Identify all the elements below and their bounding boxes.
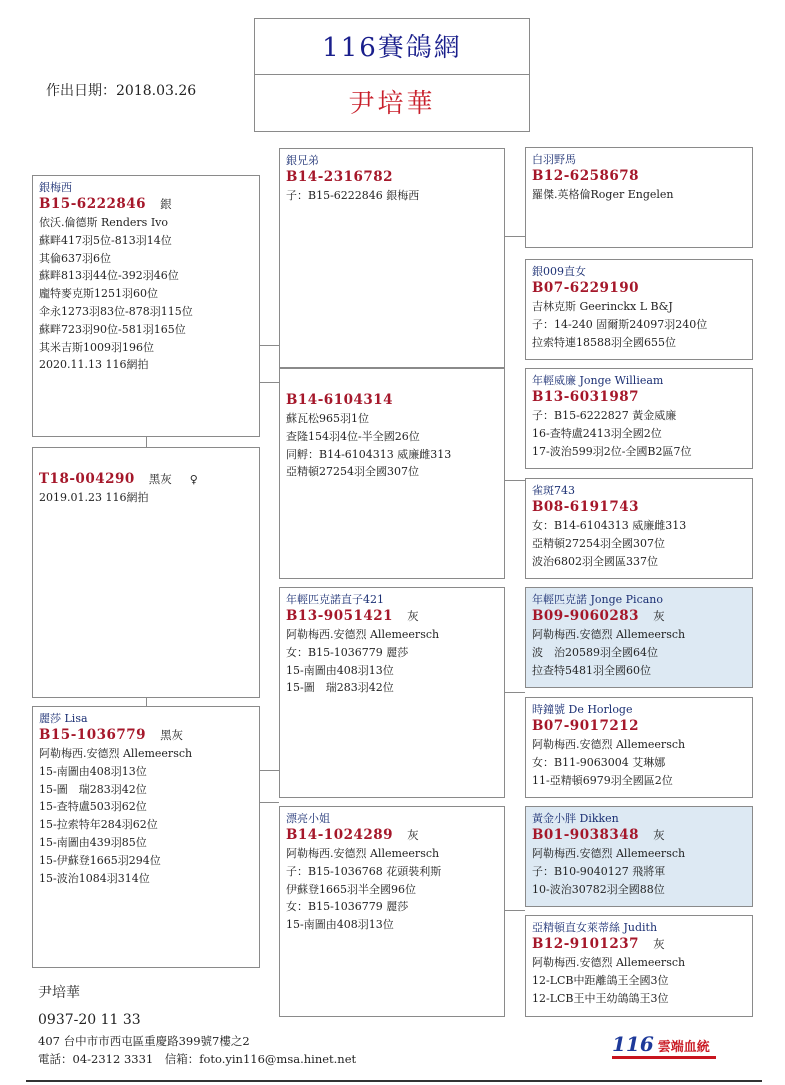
owner-title: 尹培華 (348, 89, 436, 119)
ring-number: B14-2316782 (286, 169, 394, 185)
pedigree-line: 阿勒梅西.安德烈 Allemeersch (532, 738, 686, 751)
pedigree-line: 女：B14-6104313 威廉雌313 (532, 519, 687, 532)
sire-sire-box (279, 148, 505, 368)
pedigree-line: 子：B15-6222846 銀梅西 (286, 189, 420, 202)
ring-number: T18-004290 黑灰 ♀ (39, 471, 199, 487)
sss-box (525, 147, 753, 248)
pedigree-line: 15-圖 瑞283羽42位 (39, 782, 147, 796)
pedigree-line: 15-南圖由408羽13位 (39, 764, 147, 778)
connector-line (259, 802, 279, 803)
bird-name: 白羽野馬 (532, 153, 576, 166)
pedigree-line: 女：B15-1036779 麗莎 (286, 645, 409, 659)
owner-address: 407 台中市市西屯區重慶路399號7樓之2 (38, 1034, 250, 1048)
ring-number: B12-6258678 (532, 168, 640, 184)
owner-name: 尹培華 (38, 985, 80, 1001)
ring-number: B14-6104314 (286, 392, 394, 408)
pedigree-line: 蘇畔723羽90位-581羽165位 (39, 322, 186, 336)
pedigree-line: 羅傑.英格倫Roger Engelen (532, 188, 674, 201)
bird-name: 雀斑743 (532, 484, 575, 497)
ring-number: B14-1024289 灰 (286, 827, 419, 843)
pedigree-line: 15-南圖由439羽85位 (39, 835, 147, 849)
pedigree-line: 子：B10-9040127 飛將軍 (532, 864, 666, 878)
connector-line (146, 437, 147, 447)
pedigree-line: 2020.11.13 116網拍 (39, 358, 149, 372)
pedigree-line: 12-LCB中距離鴿王全國3位 (532, 973, 669, 987)
bird-name: 銀009直女 (532, 265, 586, 278)
pedigree-line: 蘇畔813羽44位-392羽46位 (39, 269, 179, 283)
ring-number: B12-9101237 灰 (532, 936, 665, 952)
ssd-box (525, 259, 753, 360)
dds-box (525, 806, 753, 907)
pedigree-line: 女：B11-9063004 艾琳娜 (532, 755, 666, 769)
pedigree-line: 同孵：B14-6104313 威廉雌313 (286, 447, 452, 461)
ring-number: B13-9051421 灰 (286, 608, 419, 624)
pedigree-line: 龐特麥克斯1251羽60位 (39, 287, 158, 301)
bird-color: 灰 (407, 609, 419, 623)
logo-number: 116 (612, 1032, 654, 1056)
title-box (254, 18, 530, 132)
pedigree-line: 子：14-240 固爾斯24097羽240位 (532, 317, 708, 331)
pedigree-line: 15-圖 瑞283羽42位 (286, 681, 394, 695)
ring-number: B08-6191743 (532, 499, 640, 515)
pedigree-line: 其倫637羽6位 (39, 251, 111, 265)
connector-line (504, 480, 525, 481)
connector-line (259, 345, 279, 346)
pedigree-line: 12-LCB王中王幼鴿鴿王3位 (532, 991, 669, 1005)
bird-color: 銀 (160, 197, 172, 211)
bird-name: 時鐘號 De Horloge (532, 703, 633, 716)
subject-box (32, 447, 260, 698)
pedigree-line: 蘇畔417羽5位-813羽14位 (39, 233, 172, 247)
pedigree-line: 波治6802羽全國區337位 (532, 554, 658, 568)
pedigree-line: 15-南圖由408羽13位 (286, 663, 394, 677)
pedigree-line: 亞精頓27254羽全國307位 (286, 465, 419, 479)
bottom-rule (26, 1080, 762, 1082)
pedigree-line: 2019.01.23 116網拍 (39, 491, 149, 504)
bird-name: 銀梅西 (39, 181, 72, 194)
bird-color: 灰 (407, 828, 419, 842)
pedigree-line: 其米吉斯1009羽196位 (39, 340, 154, 354)
bird-color: 灰 (653, 937, 665, 951)
owner-phone: 0937-20 11 33 (38, 1012, 141, 1028)
bird-name: 年輕匹克諾直子421 (286, 593, 384, 606)
pedigree-line: 阿勒梅西.安德烈 Allemeersch (286, 847, 440, 860)
pedigree-line: 依沃.倫德斯 Renders Ivo (39, 216, 169, 229)
pedigree-line: 10-波治30782羽全國88位 (532, 882, 665, 896)
logo-text: 雲端血統 (657, 1040, 710, 1055)
pedigree-line: 阿勒梅西.安德烈 Allemeersch (532, 956, 686, 969)
sds-box (525, 368, 753, 469)
pedigree-line: 16-查特盧2413羽全國2位 (532, 426, 662, 440)
issue-date: 作出日期：2018.03.26 (46, 83, 197, 99)
pedigree-line: 子：B15-6222827 黃金威廉 (532, 409, 677, 422)
bird-name: 漂亮小姐 (286, 812, 330, 825)
dam-box (32, 706, 260, 968)
pedigree-line: 阿勒梅西.安德烈 Allemeersch (532, 628, 686, 641)
bird-name: 年輕威廉 Jonge Willieam (532, 374, 664, 387)
pedigree-line: 拉查特5481羽全國60位 (532, 663, 651, 677)
ring-number: B15-6222846 銀 (39, 196, 172, 212)
ddd-box (525, 915, 753, 1017)
bird-color: 黑灰 (148, 472, 172, 486)
pedigree-line: 子：B15-1036768 花頭裝利斯 (286, 864, 442, 878)
pedigree-line: 阿勒梅西.安德烈 Allemeersch (286, 628, 440, 641)
pedigree-line: 女：B15-1036779 麗莎 (286, 900, 409, 914)
dsd-box (525, 697, 753, 798)
ring-number: B07-6229190 (532, 280, 640, 296)
pedigree-line: 11-亞精頓6979羽全國區2位 (532, 773, 673, 787)
bird-name: 年輕匹克諾 Jonge Picano (532, 593, 664, 606)
pedigree-line: 15-波治1084羽314位 (39, 871, 150, 885)
sire-box (32, 175, 260, 437)
connector-line (504, 692, 525, 693)
pedigree-line: 15-南圖由408羽13位 (286, 918, 394, 932)
ring-number: B15-1036779 黑灰 (39, 727, 184, 743)
bird-name: 黃金小胖 Dikken (532, 812, 619, 825)
female-sex-icon: ♀ (189, 473, 199, 486)
ring-number: B13-6031987 (532, 389, 640, 405)
pedigree-line: 伊蘇登1665羽半全國96位 (286, 882, 416, 896)
pedigree-line: 15-拉索特年284羽62位 (39, 818, 158, 832)
ring-number: B01-9038348 灰 (532, 827, 665, 843)
bird-name: 亞精頓直女萊蒂絲 Judith (532, 921, 658, 934)
pedigree-line: 15-伊蘇登1665羽294位 (39, 853, 161, 867)
connector-line (146, 698, 147, 706)
connector-line (259, 770, 279, 771)
footer (38, 982, 356, 1068)
brand-logo (612, 1032, 710, 1056)
pedigree-line: 阿勒梅西.安德烈 Allemeersch (532, 847, 686, 860)
pedigree-line: 亞精頓27254羽全國307位 (532, 536, 665, 550)
pedigree-line: 阿勒梅西.安德烈 Allemeersch (39, 747, 193, 760)
pedigree-line: 查隆154羽4位-半全國26位 (286, 429, 420, 443)
connector-line (259, 382, 279, 383)
sdd-box (525, 478, 753, 579)
pedigree-line: 吉林克斯 Geerinckx L B&J (532, 300, 673, 313)
ring-number: B07-9017212 (532, 718, 640, 734)
owner-contact: 電話：04-2312 3331 信箱：foto.yin116@msa.hinet.net (38, 1052, 357, 1066)
bird-name: 銀兄弟 (286, 154, 319, 167)
ring-number: B09-9060283 灰 (532, 608, 665, 624)
pedigree-line: 蘇瓦松965羽1位 (286, 412, 369, 425)
bird-color: 灰 (653, 828, 665, 842)
connector-line (504, 910, 525, 911)
sire-dam-box (279, 368, 505, 579)
dam-sire-box (279, 587, 505, 798)
logo-underline (612, 1056, 716, 1059)
dss-box (525, 587, 753, 688)
pedigree-line: 15-查特盧503羽62位 (39, 800, 147, 814)
bird-color: 黑灰 (160, 728, 184, 742)
pedigree-line: 拉索特連18588羽全國655位 (532, 335, 676, 349)
pedigree-line: 波 治20589羽全國64位 (532, 645, 658, 659)
pedigree-line: 伞永1273羽83位-878羽115位 (39, 304, 193, 318)
connector-line (504, 236, 525, 237)
site-title: 116賽鴿網 (255, 19, 529, 75)
bird-color: 灰 (653, 609, 665, 623)
bird-name: 麗莎 Lisa (39, 712, 88, 725)
pedigree-line: 17-波治599羽2位-全國B2區7位 (532, 444, 692, 458)
